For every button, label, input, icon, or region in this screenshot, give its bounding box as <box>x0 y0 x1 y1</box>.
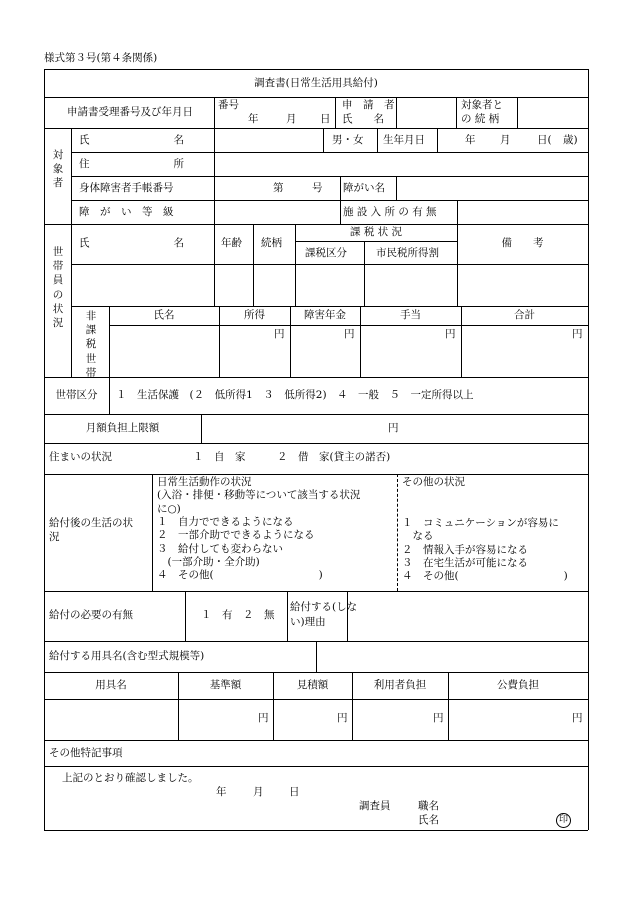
investigator-label: 調査員 <box>359 800 391 812</box>
other-status-title: その他の状況 <box>402 476 465 488</box>
relation-label-2: の 続 柄 <box>461 113 500 125</box>
member-relation-label: 続柄 <box>261 237 282 249</box>
yen-unit: 円 <box>445 328 456 340</box>
yen-unit: 円 <box>258 712 269 724</box>
handbook-dai: 第 <box>273 182 284 194</box>
other-status-options[interactable]: １ コミュニケーションが容易に なる ２ 情報入手が容易になる ３ 在宅生活が可能になる ４ その他( ) <box>402 517 568 583</box>
remarks-label: 備 考 <box>501 237 544 249</box>
relation-field[interactable] <box>518 98 587 127</box>
number-label: 番号 <box>218 99 239 111</box>
applicant-label: 申 請 者 <box>342 99 395 111</box>
equipment-name-spec-label: 給付する用具名(含む型式規模等) <box>49 650 205 662</box>
age-suffix: 歳) <box>563 134 578 146</box>
estimate-header: 見積額 <box>296 679 329 691</box>
seal-mark: 印 <box>556 813 571 828</box>
housing-label: 住まいの状況 <box>49 451 112 463</box>
handbook-label: 身体障害者手帳番号 <box>79 182 174 194</box>
disability-name-label: 障がい名 <box>343 182 385 194</box>
yen-unit: 円 <box>572 712 583 724</box>
daily-activity-options[interactable]: 日常生活動作の状況 (入浴・排便・移動等について該当する状況 に○) １ 自力でできるようになる ２ 一部介助でできるようになる ３ 給付しても変わらない (一部介助・全介助) ４ その他( ) <box>157 476 361 582</box>
reason-label: 給付する(しな <box>290 601 358 613</box>
receipt-year: 年 <box>248 113 259 125</box>
form-title: 調査書(日常生活用具給付) <box>254 77 378 89</box>
equipment-name-header: 用具名 <box>95 679 127 691</box>
after-benefit-label: 給付後の生活の状 <box>49 517 133 529</box>
confirmation-text: 上記のとおり確認しました。 <box>62 772 199 784</box>
yen-unit: 円 <box>274 328 285 340</box>
after-benefit-label-2: 況 <box>49 531 60 543</box>
form-number: 様式第３号(第４条関係) <box>44 52 158 64</box>
relation-label: 対象者と <box>461 99 503 111</box>
dob-month: 月 <box>500 134 511 146</box>
public-burden-header: 公費負担 <box>497 679 539 691</box>
yen-unit: 円 <box>388 422 399 434</box>
equipment-name-spec-field[interactable] <box>317 642 587 671</box>
dob-year: 年 <box>465 134 476 146</box>
receipt-label: 申請書受理番号及び年月日 <box>67 106 193 118</box>
target-name-label: 氏 名 <box>79 134 184 146</box>
nontax-allowance-header: 手当 <box>400 309 421 321</box>
grade-label: 障 が い 等 級 <box>79 206 174 218</box>
municipal-tax-label: 市民税所得割 <box>376 247 439 259</box>
household-side-label: 世 帯 員 の 状 況 <box>52 246 64 329</box>
confirm-year: 年 <box>216 786 227 798</box>
household-class-label: 世帯区分 <box>55 389 98 401</box>
yen-unit: 円 <box>344 328 355 340</box>
target-side-label: 対 象 者 <box>52 149 64 190</box>
other-notes-label: その他特記事項 <box>49 747 123 759</box>
reason-label-2: い)理由 <box>290 616 326 628</box>
nontax-pension-header: 障害年金 <box>304 309 346 321</box>
member-name-label: 氏 名 <box>79 237 184 249</box>
applicant-name-label: 氏 名 <box>342 113 384 125</box>
confirm-month: 月 <box>253 786 264 798</box>
confirm-day: 日 <box>289 786 300 798</box>
user-burden-header: 利用者負担 <box>373 679 427 691</box>
necessity-options[interactable]: １ 有 ２ 無 <box>201 609 275 621</box>
nontax-income-header: 所得 <box>244 309 265 321</box>
nontax-side-label: 非 課 税 世 帯 <box>85 310 97 379</box>
job-title-label: 職名 <box>418 800 439 812</box>
applicant-name-field[interactable] <box>397 98 455 127</box>
facility-label: 施 設 入 所 の 有 無 <box>343 206 437 218</box>
reason-field[interactable] <box>348 592 587 640</box>
necessity-label: 給付の必要の有無 <box>49 609 133 621</box>
nontax-name-header: 氏名 <box>153 309 175 321</box>
nontax-total-header: 合計 <box>514 309 535 321</box>
yen-unit: 円 <box>337 712 348 724</box>
tax-class-label: 課税区分 <box>305 247 347 259</box>
sex-option[interactable]: 男・女 <box>332 134 364 146</box>
investigator-name-label: 氏名 <box>418 814 439 826</box>
age-label: 年齢 <box>221 237 242 249</box>
yen-unit: 円 <box>433 712 444 724</box>
household-class-options[interactable]: １ 生活保護 (２ 低所得1 ３ 低所得2) ４ 一般 ５ 一定所得以上 <box>116 389 474 401</box>
base-amount-header: 基準額 <box>209 679 242 691</box>
monthly-cap-label: 月額負担上限額 <box>85 422 160 434</box>
handbook-go: 号 <box>312 182 323 194</box>
address-label: 住 所 <box>79 158 184 170</box>
tax-status-label: 課 税 状 況 <box>349 226 402 238</box>
receipt-month: 月 <box>286 113 297 125</box>
yen-unit: 円 <box>572 328 583 340</box>
receipt-day: 日 <box>320 113 331 125</box>
dob-day: 日( <box>537 134 552 146</box>
housing-options[interactable]: １ 自 家 ２ 借 家(貸主の諾否) <box>193 451 391 463</box>
dob-label: 生年月日 <box>383 134 425 146</box>
